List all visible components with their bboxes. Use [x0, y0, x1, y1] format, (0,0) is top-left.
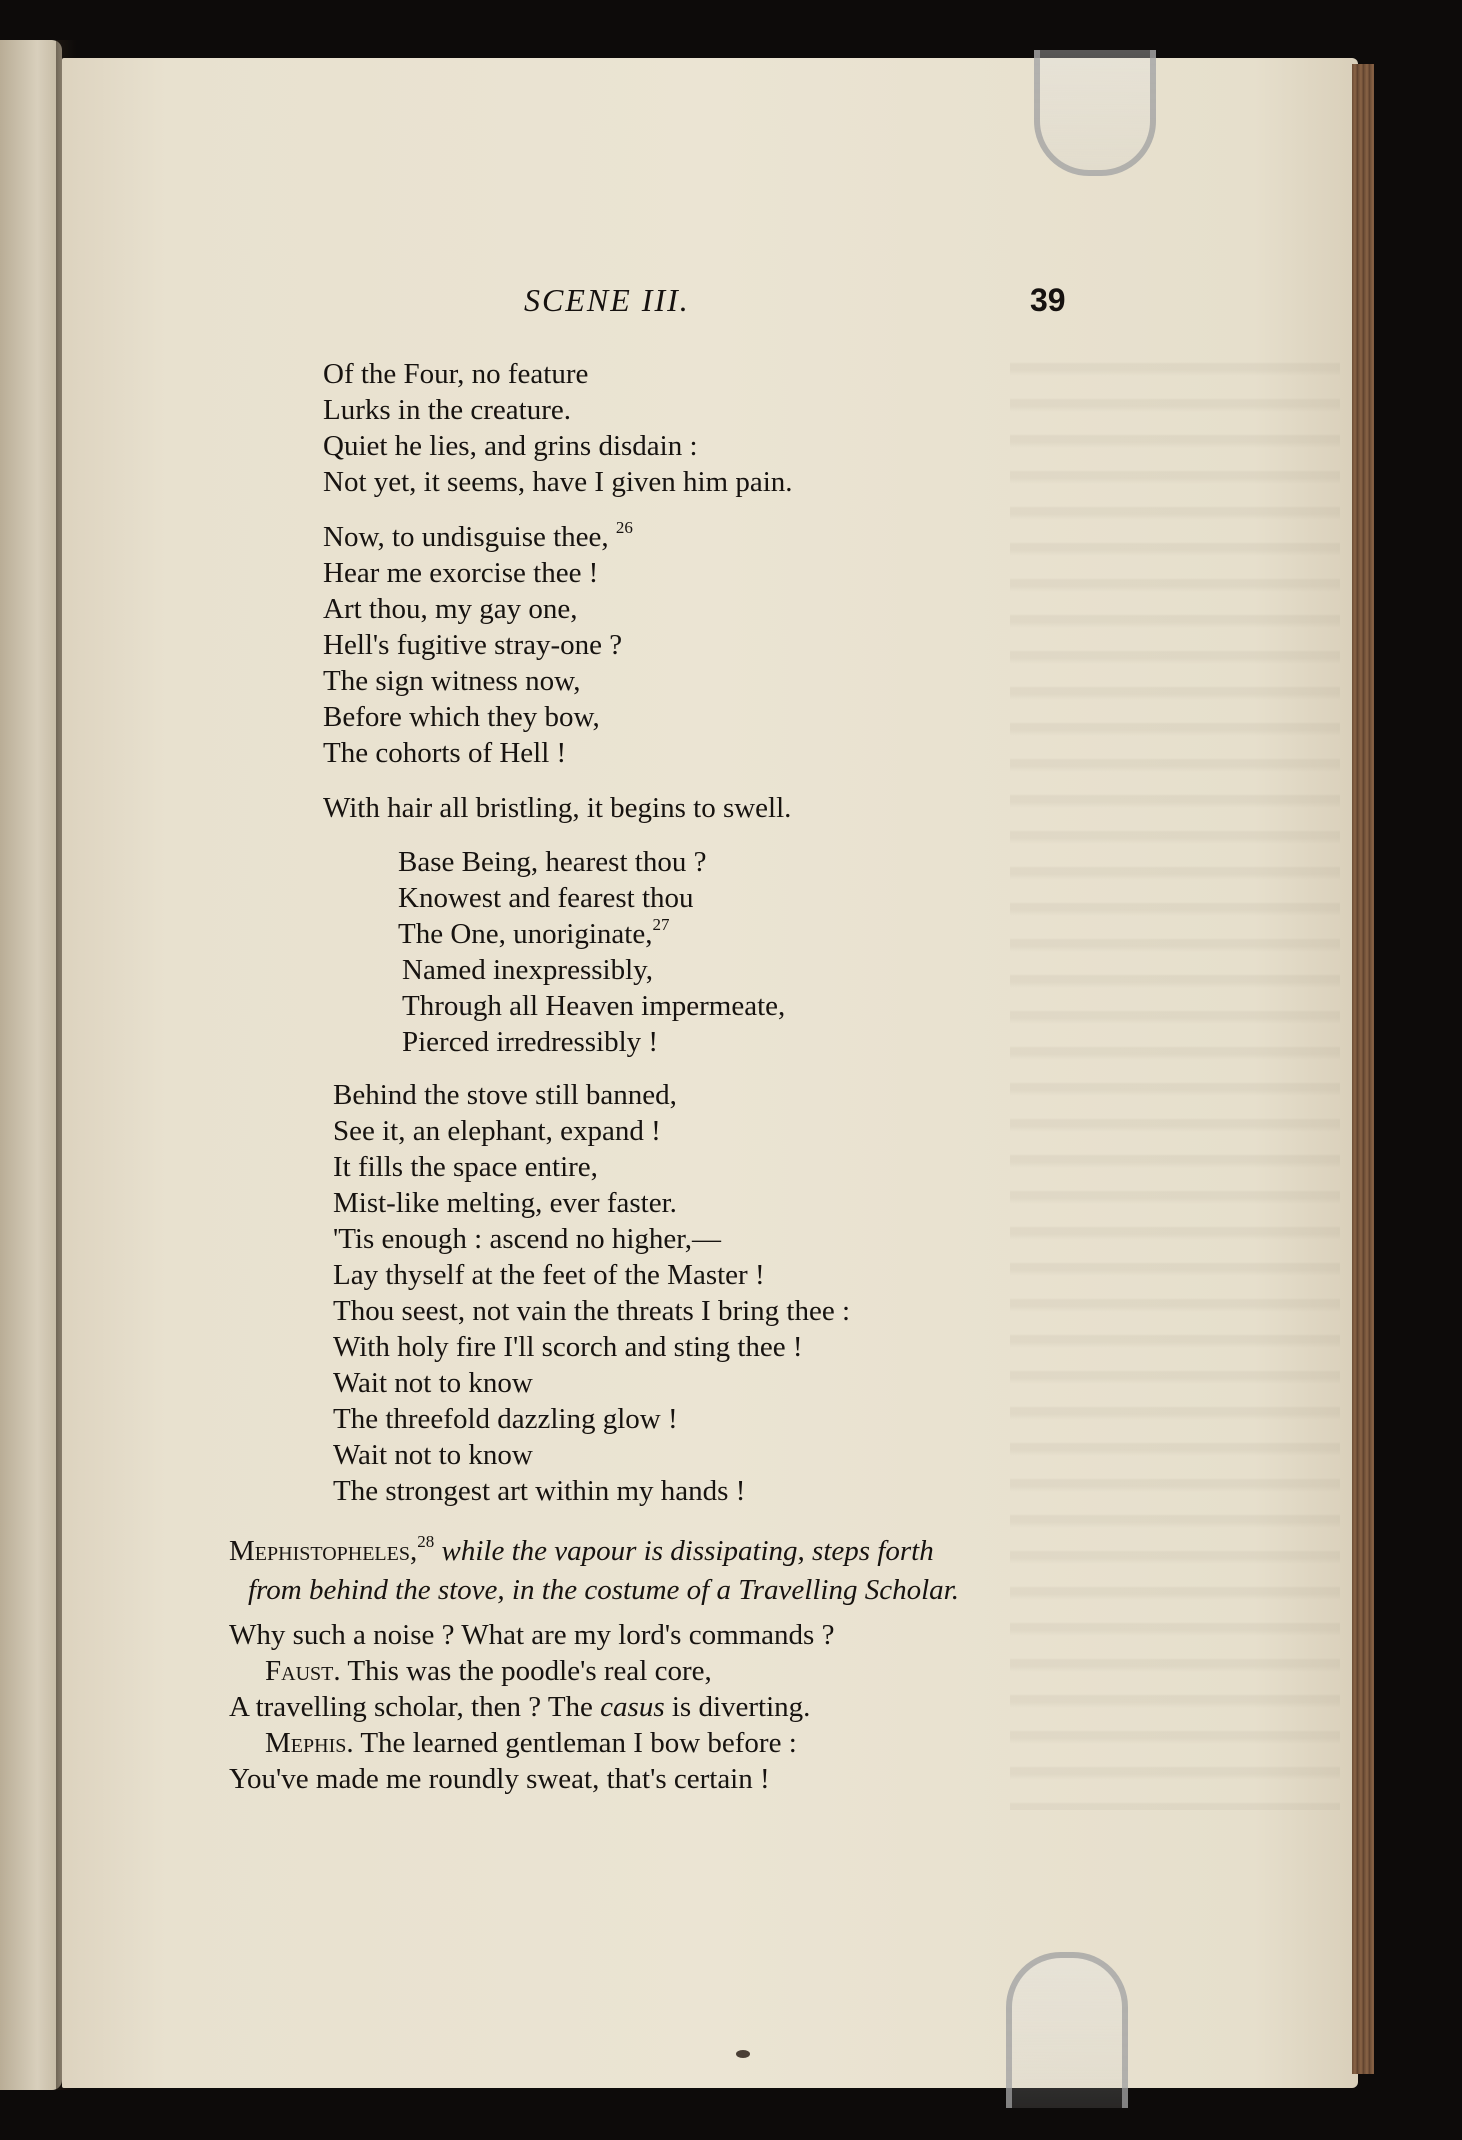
verse-line: With holy fire I'll scorch and sting thee !	[333, 1331, 803, 1363]
verse-line: Hear me exorcise thee !	[323, 557, 599, 589]
dialogue-emphasis: casus	[600, 1691, 665, 1723]
verse-line: The strongest art within my hands !	[333, 1475, 746, 1507]
footnote-ref: 26	[615, 518, 633, 537]
verse-line: Wait not to know	[333, 1439, 533, 1471]
verse-line: See it, an elephant, expand !	[333, 1115, 661, 1147]
verse-line	[398, 916, 785, 952]
dialogue-text: You've made me roundly sweat, that's certain !	[229, 1763, 770, 1795]
dialogue-line	[229, 1761, 834, 1797]
verse-line: Quiet he lies, and grins disdain :	[323, 430, 698, 462]
verse-line: Named inexpressibly,	[402, 954, 654, 986]
verse-line: Thou seest, not vain the threats I bring thee :	[333, 1295, 851, 1327]
stanza-3	[323, 790, 791, 826]
verse-line	[323, 519, 633, 555]
speaker-name: Mephistopheles,	[229, 1535, 418, 1567]
verse-line: 'Tis enough : ascend no higher,—	[333, 1223, 722, 1255]
stage-direction-text: from behind the stove, in the costume of a Travelling Scholar.	[248, 1574, 959, 1606]
speaker-name: Mephis.	[265, 1727, 354, 1759]
verse-line: Before which they bow,	[323, 701, 600, 733]
ink-smudge	[736, 2050, 750, 2058]
show-through-text	[1010, 340, 1340, 1810]
verse-line: The sign witness now,	[323, 665, 581, 697]
verse-line: With hair all bristling, it begins to swell.	[323, 792, 792, 824]
verse-line: Art thou, my gay one,	[323, 593, 578, 625]
stage-direction-line-2	[248, 1571, 959, 1609]
verse-line: Knowest and fearest thou	[398, 882, 694, 914]
verse-line: Through all Heaven impermeate,	[402, 990, 786, 1022]
speaker-name: Faust.	[265, 1655, 341, 1687]
verse-line: Lay thyself at the feet of the Master !	[333, 1259, 765, 1291]
verse-line: Lurks in the creature.	[323, 394, 572, 426]
left-page-edge	[0, 40, 62, 2090]
verse-line-text: The One, unoriginate,	[398, 918, 653, 950]
verse-line: Base Being, hearest thou ?	[398, 846, 707, 878]
stanza-2	[323, 519, 633, 771]
dialogue-line	[229, 1689, 834, 1725]
verse-line: Of the Four, no feature	[323, 358, 589, 390]
verse-line: It fills the space entire,	[333, 1151, 598, 1183]
verse-line: Wait not to know	[333, 1367, 533, 1399]
verse-line-text: Now, to undisguise thee,	[323, 521, 609, 553]
page-block-edge	[1352, 64, 1374, 2074]
footnote-ref: 28	[417, 1532, 435, 1551]
stage-direction-text: while the vapour is dissipating, steps forth	[441, 1535, 934, 1567]
bottom-page-clip	[1006, 1952, 1128, 2108]
stanza-5	[333, 1077, 850, 1509]
footnote-ref: 27	[652, 915, 670, 934]
dialogue-text: This was the poodle's real core,	[347, 1655, 712, 1687]
dialogue-text: A travelling scholar, then ? The	[229, 1691, 601, 1723]
verse-line: The cohorts of Hell !	[323, 737, 567, 769]
verse-line: The threefold dazzling glow !	[333, 1403, 678, 1435]
stanza-1	[323, 356, 793, 500]
top-page-clip	[1034, 50, 1156, 176]
dialogue	[229, 1617, 834, 1797]
dialogue-line	[229, 1725, 834, 1761]
verse-line: Hell's fugitive stray-one ?	[323, 629, 623, 661]
verse-line: Not yet, it seems, have I given him pain.	[323, 466, 793, 498]
running-head-title: SCENE III.	[524, 282, 690, 318]
dialogue-text: The learned gentleman I bow before :	[360, 1727, 797, 1759]
verse-line: Mist-like melting, ever faster.	[333, 1187, 677, 1219]
dialogue-line	[229, 1617, 834, 1653]
dialogue-text: is diverting.	[664, 1691, 811, 1723]
page-number: 39	[1030, 282, 1066, 318]
stage-direction-line-1	[229, 1532, 934, 1570]
dialogue-line	[229, 1653, 834, 1689]
stanza-4	[398, 844, 785, 1060]
dialogue-text: Why such a noise ? What are my lord's commands ?	[229, 1619, 835, 1651]
verse-line: Pierced irredressibly !	[402, 1026, 659, 1058]
verse-line: Behind the stove still banned,	[333, 1079, 677, 1111]
